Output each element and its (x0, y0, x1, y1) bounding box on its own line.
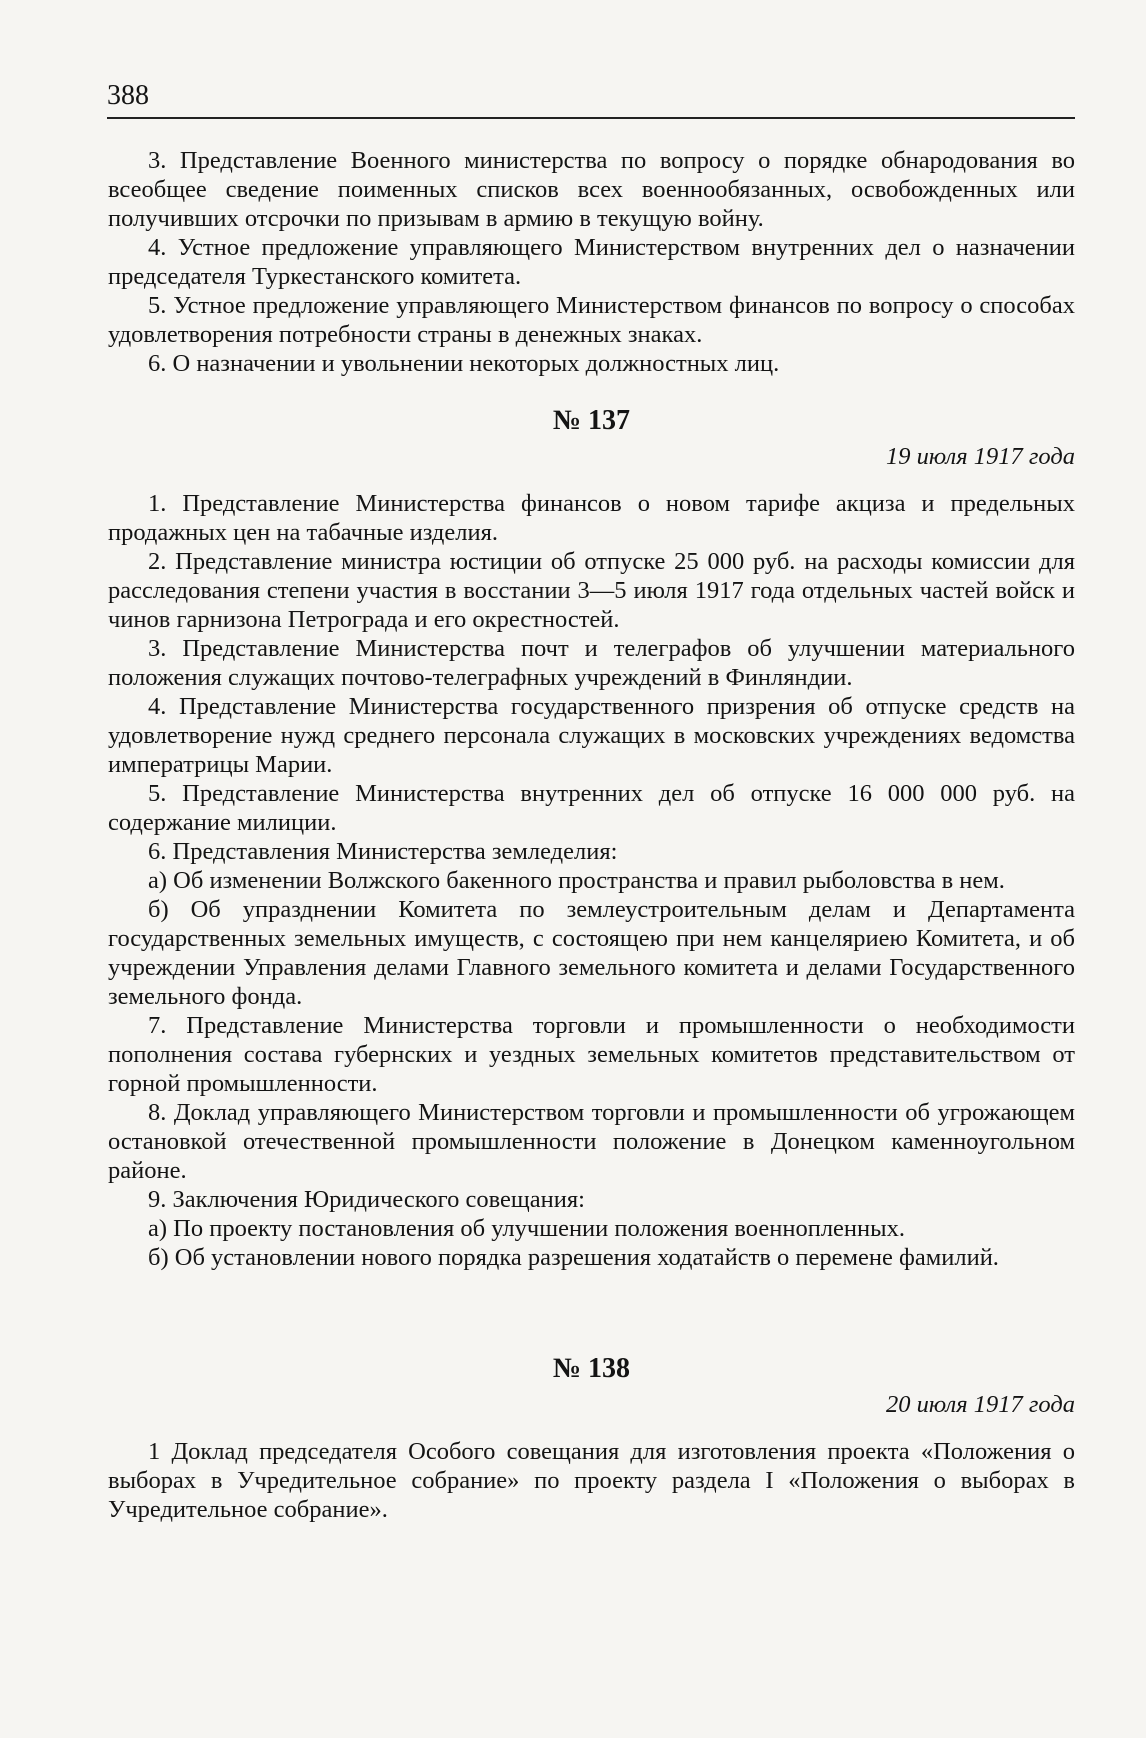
document-137-item: 5. Представление Министерства внутренних дел об отпуске 16 000 000 руб. на содержание милиции. (108, 780, 1075, 836)
document-137-item: а) По проекту постановления об улучшении положения военнопленных. (148, 1215, 905, 1242)
document-137-item: 4. Представление Министерства государственного призрения об отпуске средств на удовлетворение нужд среднего персонала служащих в московских учреждениях ведомства императрицы Марии. (108, 693, 1075, 778)
section-spacer (108, 1272, 1075, 1326)
document-138-date: 20 июля 1917 года (886, 1391, 1075, 1418)
document-137-item: б) Об упразднении Комитета по землеустроительным делам и Департамента государственных земельных имуществ, с состоящею при нем канцеляриею Комитета, и об учреждении Управления делами Главного земельного комитета и делами Государственного земельного фонда. (108, 896, 1075, 1010)
document-137-item: а) Об изменении Волжского бакенного пространства и правил рыболовства в нем. (148, 867, 1005, 894)
header-rule (107, 117, 1075, 119)
intro-item: 6. О назначении и увольнении некоторых должностных лиц. (148, 350, 780, 377)
document-137-title: № 137 (552, 405, 631, 436)
intro-item: 5. Устное предложение управляющего Министерством финансов по вопросу о способах удовлетворения потребности страны в денежных знаках. (108, 292, 1075, 348)
page-content (108, 138, 1075, 1524)
document-137-item: 3. Представление Министерства почт и телеграфов об улучшении материального положения служащих почтово-телеграфных учреждений в Финляндии. (108, 635, 1075, 691)
document-138-title: № 138 (552, 1353, 631, 1384)
document-137-item: б) Об установлении нового порядка разрешения ходатайств о перемене фамилий. (148, 1244, 999, 1271)
document-137-item: 6. Представления Министерства земледелия: (148, 838, 618, 865)
page-number: 388 (107, 80, 149, 111)
top-spacer (108, 138, 1075, 146)
document-137-item: 2. Представление министра юстиции об отпуске 25 000 руб. на расходы комиссии для расследования степени участия в восстании 3—5 июля 1917 года отдельных частей войск и чинов гарнизона Петрограда и его окрестностей. (108, 548, 1075, 633)
intro-item: 4. Устное предложение управляющего Министерством внутренних дел о назначении председателя Туркестанского комитета. (108, 234, 1075, 290)
document-138-item: 1 Доклад председателя Особого совещания для изготовления проекта «Положения о выборах в Учредительное собрание» по проекту раздела I «Положения о выборах в Учредительное собрание». (108, 1438, 1075, 1523)
document-137-date: 19 июля 1917 года (886, 443, 1075, 470)
document-137-item: 8. Доклад управляющего Министерством торговли и промышленности об угрожающем остановкой отечественной промышленности положение в Донецком каменноугольном районе. (108, 1099, 1075, 1184)
document-137-item: 1. Представление Министерства финансов о новом тарифе акциза и предельных продажных цен на табачные изделия. (108, 490, 1075, 546)
document-137-item: 9. Заключения Юридического совещания: (148, 1186, 585, 1213)
document-137-item: 7. Представление Министерства торговли и промышленности о необходимости пополнения состава губернских и уездных земельных комитетов представительством от горной промышленности. (108, 1012, 1075, 1097)
intro-item: 3. Представление Военного министерства по вопросу о порядке обнародования во всеобщее сведение поименных списков всех военнообязанных, освобожденных или получивших отсрочки по призывам в армию в текущую войну. (108, 147, 1075, 232)
